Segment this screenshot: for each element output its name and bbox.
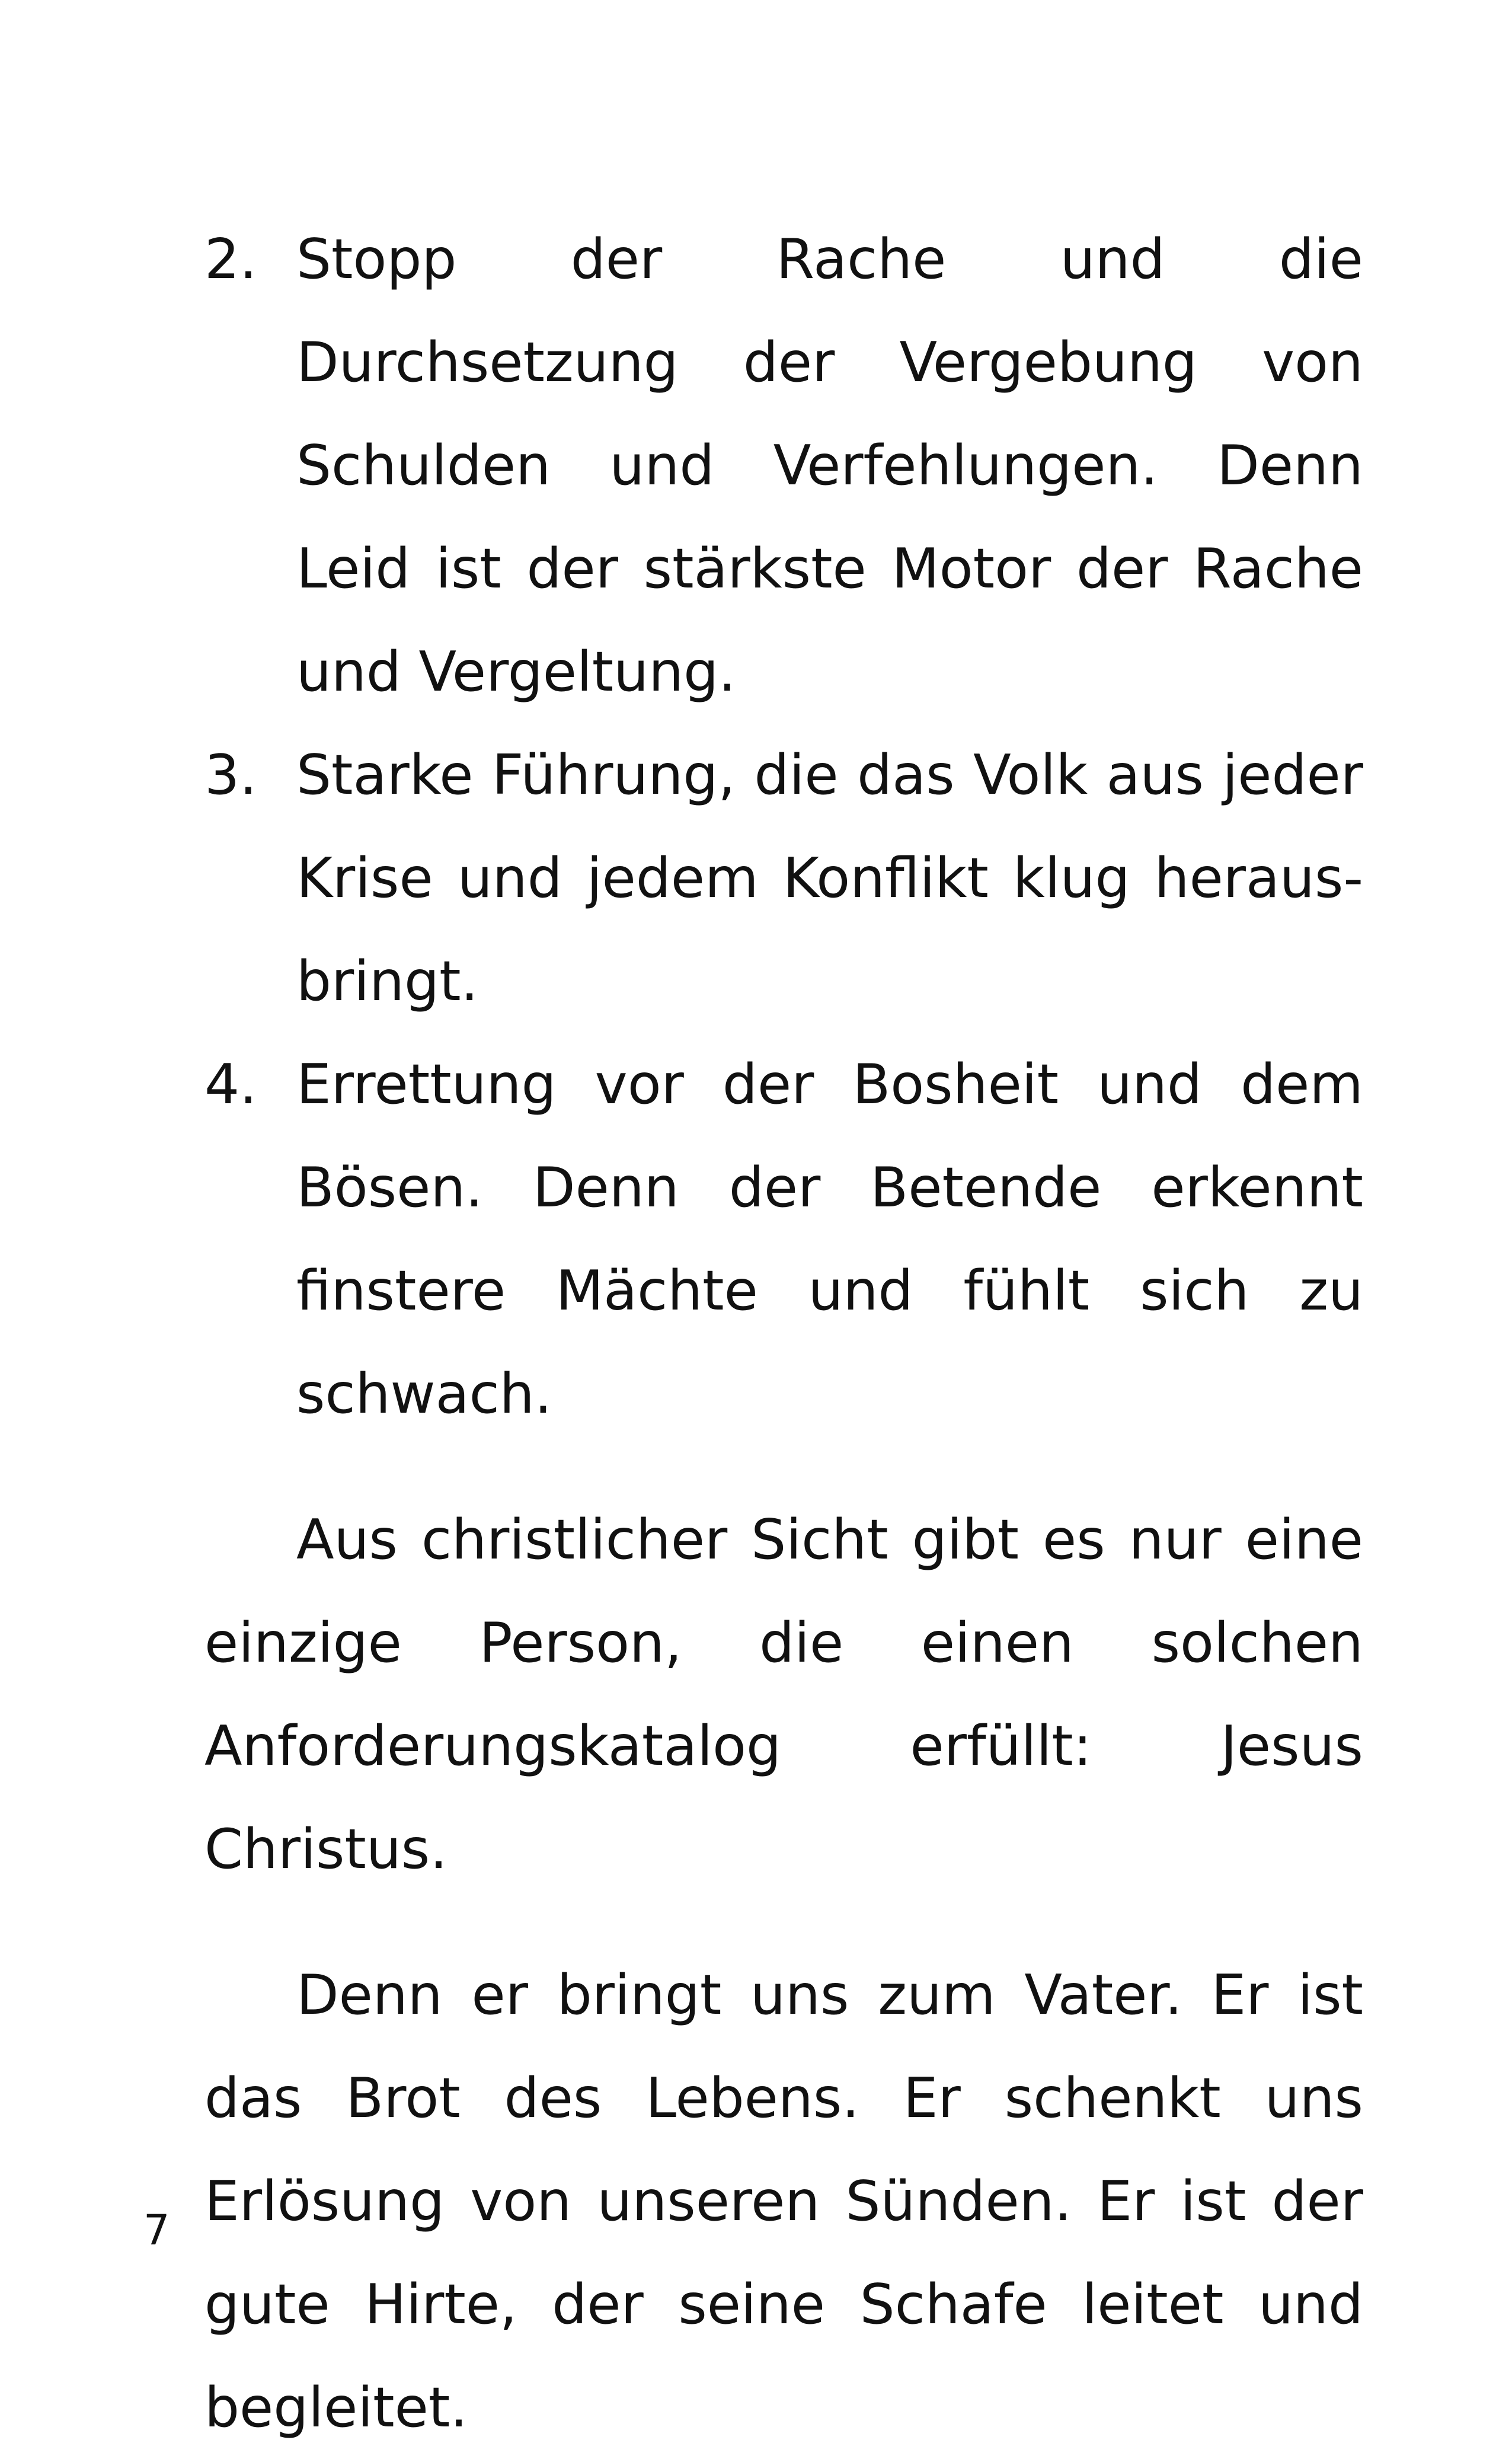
page-number: 7 bbox=[143, 2206, 170, 2254]
list-item-text: Errettung vor der Bosheit und dem Bösen. Denn der Betende erkennt finstere Mächte und fühlt sich zu schwach. bbox=[296, 1052, 1363, 1426]
list-item-2 bbox=[204, 207, 1363, 723]
list-item-number: 4. bbox=[204, 1052, 257, 1116]
list-item-number: 3. bbox=[204, 743, 257, 807]
list-item-text: Starke Führung, die das Volk aus jeder Krise und jedem Konflikt klug herausbringt. bbox=[296, 743, 1363, 1013]
numbered-list bbox=[204, 207, 1363, 1445]
paragraph-christian-view: Aus christlicher Sicht gibt es nur eine einzige Person, die einen solchen Anforderungskatalog erfüllt: Jesus Christus. bbox=[204, 1508, 1363, 1881]
list-item-text: Stopp der Rache und die Durchsetzung der Vergebung von Schulden und Verfehlungen. Denn Leid ist der stärkste Motor der Rache und Vergeltung. bbox=[296, 227, 1363, 704]
paragraph-jesus-roles: Denn er bringt uns zum Vater. Er ist das Brot des Lebens. Er schenkt uns Erlösung von unseren Sünden. Er ist der gute Hirte, der seine Schafe leitet und begleitet. bbox=[204, 1963, 1363, 2439]
list-item-3 bbox=[204, 723, 1363, 1033]
page-body bbox=[204, 207, 1363, 2459]
list-item-4 bbox=[204, 1033, 1363, 1445]
list-item-number: 2. bbox=[204, 227, 257, 291]
